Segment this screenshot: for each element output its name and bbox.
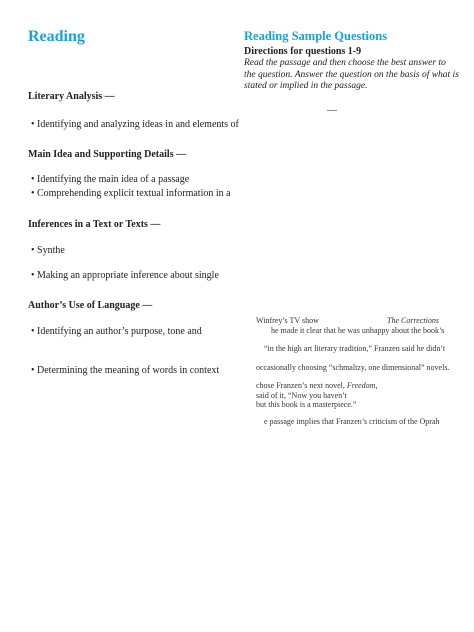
bullet-item: • Determining the meaning of words in context [31, 365, 220, 376]
section-heading-inferences: Inferences in a Text or Texts — [28, 219, 161, 230]
bullet-item: • Synthe [31, 245, 65, 256]
passage-book-title: Freedom [346, 381, 376, 390]
bullet-item: • Identifying the main idea of a passage [31, 174, 190, 185]
bullet-item: • Identifying and analyzing ideas in and elements of [31, 119, 239, 130]
passage-line: he made it clear that he was unhappy about the book’s [271, 326, 445, 335]
bullet-item: • Comprehending explicit textual information in a [31, 188, 231, 199]
section-heading-main-idea: Main Idea and Supporting Details — [28, 149, 187, 160]
dash-mark: — [327, 105, 337, 116]
bullet-item: • Making an appropriate inference about single [31, 270, 219, 281]
section-heading-authors-language: Author’s Use of Language — [28, 300, 153, 311]
passage-line: occasionally choosing “schmaltzy, one dimensional” novels. [256, 363, 450, 372]
passage-text: chose Franzen’s next novel, [256, 381, 347, 390]
passage-line: but this book is a masterpiece.” [256, 400, 357, 409]
section-heading-literary-analysis: Literary Analysis — [28, 91, 115, 102]
passage-line: “in the high art literary tradition,” Franzen said he didn’t [264, 344, 446, 353]
reading-title: Reading [28, 28, 85, 45]
passage-book-title: The Corrections [387, 316, 439, 325]
sample-questions-title: Reading Sample Questions [244, 29, 388, 43]
directions-heading: Directions for questions 1-9 [244, 46, 362, 57]
passage-line: said of it, “Now you haven’t [256, 391, 347, 400]
directions-text: Read the passage and then choose the best answer to the question. Answer the question on the basis of what is stated or implied in the passage. [244, 58, 459, 92]
bullet-item: • Identifying an author’s purpose, tone and [31, 326, 202, 337]
passage-line [256, 381, 377, 390]
passage-line: e passage implies that Franzen’s criticism of the Oprah [264, 417, 440, 426]
passage-line: Winfrey’s TV show [256, 316, 319, 325]
passage-text: , [375, 381, 378, 390]
